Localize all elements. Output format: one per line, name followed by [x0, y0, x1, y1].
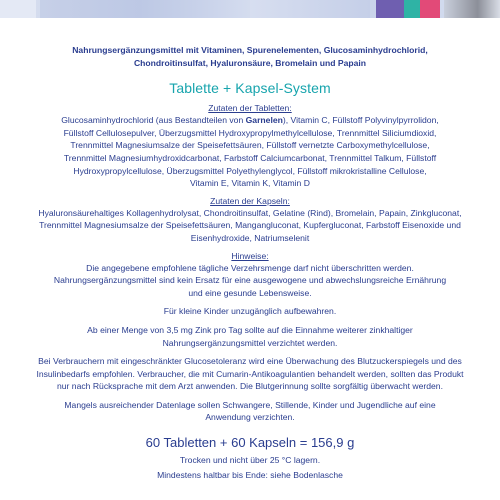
intro-line: Nahrungsergänzungsmittel mit Vitaminen, Spurenelementen, Glucosaminhydrochlorid, [72, 45, 428, 55]
package-top-strip [0, 0, 500, 18]
hints-paragraph [15, 355, 485, 393]
ingredient-text: ), Vitamin C, Füllstoff Polyvinylpyrrolidon, [282, 115, 439, 126]
package-back-panel [0, 18, 500, 500]
storage-note: Trocken und nicht über 25 °C lagern. [179, 455, 321, 466]
ingredient-line: Hydroxypropylcellulose, Überzugsmittel Polyethylenglycol, Füllstoff mikrokristalline Cellulose, [73, 165, 427, 176]
tablets-heading: Zutaten der Tabletten: [208, 103, 292, 114]
strip-color-teal [404, 0, 420, 18]
ingredient-line [15, 114, 485, 127]
strip-color-pink [420, 0, 440, 18]
hint-line: Nahrungsergänzungsmittel sind kein Ersatz für eine ausgewogene und abwechslungsreiche Ernährung [53, 275, 447, 286]
hint-line: Mangels ausreichender Datenlage sollen Schwangere, Stillende, Kinder und Jugendliche auf eine [64, 399, 436, 410]
hint-line: Die angegebene empfohlene tägliche Verzehrsmenge darf nicht überschritten werden. [86, 262, 414, 273]
hint-line: Anwendung verzichten. [205, 412, 295, 423]
hint-line: Insulinbedarfs empfohlen. Verbraucher, die mit Cumarin-Antikoagulantien behandelt werden, sollten das Produkt [36, 368, 464, 379]
strip-color-purple [376, 0, 404, 18]
tablets-ingredients [15, 114, 485, 190]
capsules-ingredients [15, 207, 485, 245]
ingredient-line: Hyaluronsäurehaltiges Kollagenhydrolysat, Chondroitinsulfat, Gelatine (Rind), Bromelain, Papain, Zinkgluconat, [38, 207, 462, 218]
ingredient-line: Trennmittel Magnesiumsalze der Speisefettsäuren, Mangangluconat, Kupfergluconat, Farbstoff Eisenoxide und [39, 220, 461, 231]
ingredient-text: Glucosaminhydrochlorid (aus Bestandteilen von [61, 115, 246, 126]
hint-line: nur nach Rücksprache mit dem Arzt anwenden. Die Blutgerinnung sollte sorgfältig überwacht werden. [57, 381, 443, 392]
strip-segment [40, 0, 240, 18]
intro-line: Chondroitinsulfat, Hyaluronsäure, Bromelain und Papain [133, 57, 367, 68]
ingredient-line: Eisenhydroxide, Natriumselenit [190, 232, 310, 243]
strip-segment [0, 0, 36, 18]
package-contents: 60 Tabletten + 60 Kapseln = 156,9 g [145, 435, 355, 451]
hint-line: Nahrungsergänzungsmittel verzichtet werden. [162, 337, 338, 348]
system-title: Tablette + Kapsel-System [169, 80, 331, 97]
hint-line: und eine gesunde Lebensweise. [188, 287, 312, 298]
product-description [20, 44, 480, 69]
hints-paragraph [15, 399, 485, 424]
capsules-heading: Zutaten der Kapseln: [210, 195, 290, 206]
best-before-note: Mindestens haltbar bis Ende: siehe Bodenlasche [157, 469, 343, 480]
hints-heading: Hinweise: [231, 250, 269, 261]
label-text-area [0, 44, 500, 481]
strip-segment-silver [444, 0, 500, 18]
ingredient-line: Trennmittel Magnesiumhydroxidcarbonat, Farbstoff Calciumcarbonat, Trennmittel Talkum, Füllstoff [63, 152, 437, 163]
strip-segment [250, 0, 370, 18]
hints-paragraph [15, 262, 485, 300]
hints-paragraph [15, 324, 485, 349]
ingredient-line: Füllstoff Cellulosepulver, Überzugsmittel Hydroxypropylmethylcellulose, Trennmittel Siliciumdioxid, [63, 127, 437, 138]
ingredient-line: Vitamin E, Vitamin K, Vitamin D [190, 178, 310, 189]
hint-line: Bei Verbrauchern mit eingeschränkter Glucosetoleranz wird eine Überwachung des Blutzuckerspiegels und des [38, 356, 462, 367]
allergen-text: Garnelen [245, 115, 283, 126]
ingredient-line: Trennmittel Magnesiumsalze der Speisefettsäuren, Füllstoff vernetzte Carboxymethylcellulose, [70, 140, 430, 151]
hint-line: Für kleine Kinder unzugänglich aufbewahren. [163, 306, 337, 317]
hint-line: Ab einer Menge von 3,5 mg Zink pro Tag sollte auf die Einnahme weiterer zinkhaltiger [87, 324, 413, 335]
hints-paragraph [15, 305, 485, 318]
